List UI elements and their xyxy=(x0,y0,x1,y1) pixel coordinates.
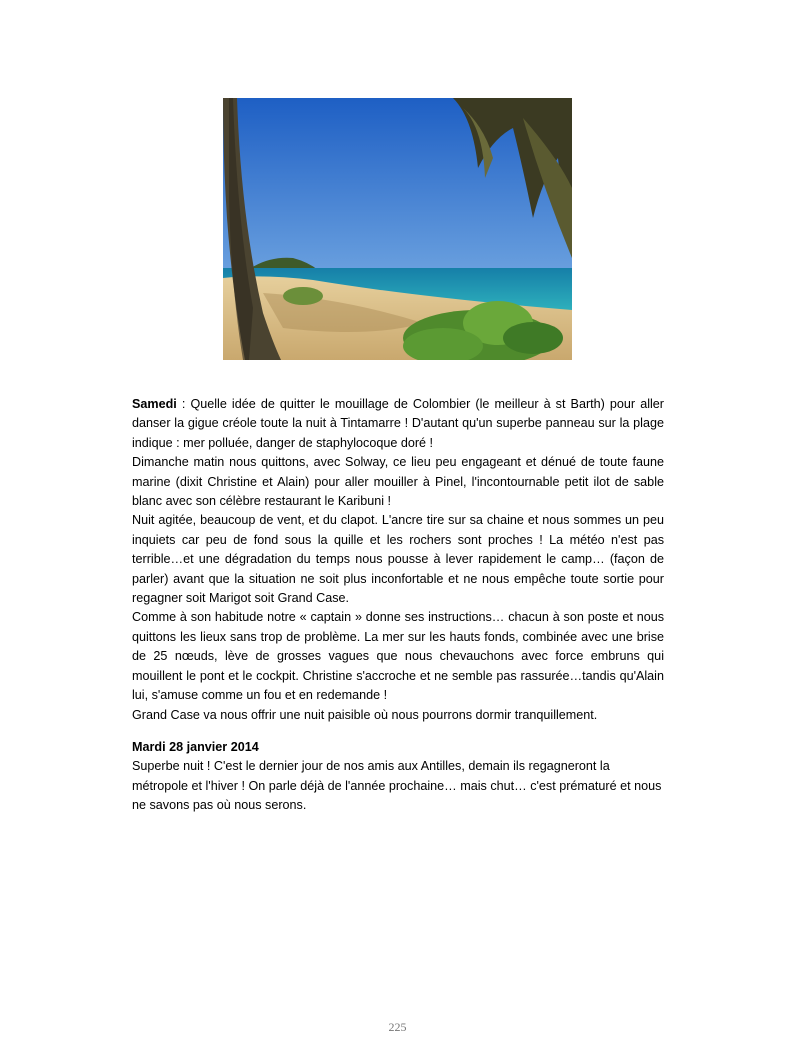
body-text xyxy=(132,395,664,816)
paragraph-text: : Quelle idée de quitter le mouillage de Colombier (le meilleur à st Barth) pour aller danser la gigue créole toute la nuit à Tintamarre ! D'autant qu'un superbe panneau sur la plage indique : mer polluée, danger de staphylocoque doré ! xyxy=(132,397,664,450)
page-number: 225 xyxy=(388,1020,407,1034)
paragraph: Superbe nuit ! C'est le dernier jour de nos amis aux Antilles, demain ils regagneront la métropole et l'hiver ! On parle déjà de l'année prochaine… mais chut… c'est prématuré et nous ne savons pas où nous serons. xyxy=(132,759,662,813)
paragraph-lead: Samedi xyxy=(132,397,177,411)
beach-photo-illustration xyxy=(223,98,572,360)
paragraph: Nuit agitée, beaucoup de vent, et du clapot. L'ancre tire sur sa chaine et nous sommes un peu inquiets car peu de fond sous la quille et les rochers sont proches ! La météo n'est pas terrible…et une dégradation du temps nous pousse à lever rapidement le camp… (façon de parler) avant que la situation ne soit plus inconfortable et ne nous empêche toute sortie pour regagner soit Marigot soit Grand Case. xyxy=(132,513,664,606)
paragraph: Comme à son habitude notre « captain » donne ses instructions… chacun à son poste et nous quittons les lieux sans trop de problème. La mer sur les hauts fonds, combinée avec une brise de 25 nœuds, lève de grosses vagues que nous chevauchons avec force embruns qui mouillent le pont et le cockpit. Christine s'accroche et ne semble pas rassurée…tandis qu'Alain lui, s'amuse comme un fou et en redemande ! xyxy=(132,610,664,703)
paragraph xyxy=(132,395,664,453)
paragraph: Grand Case va nous offrir une nuit paisible où nous pourrons dormir tranquillement. xyxy=(132,707,598,722)
paragraph: Dimanche matin nous quittons, avec Solway, ce lieu peu engageant et dénué de toute faune marine (dixit Christine et Alain) pour aller mouiller à Pinel, l'incontournable petit ilot de sable blanc avec son célèbre restaurant le Karibuni ! xyxy=(132,455,664,509)
section-heading: Mardi 28 janvier 2014 xyxy=(132,739,259,754)
beach-photo xyxy=(223,98,572,360)
